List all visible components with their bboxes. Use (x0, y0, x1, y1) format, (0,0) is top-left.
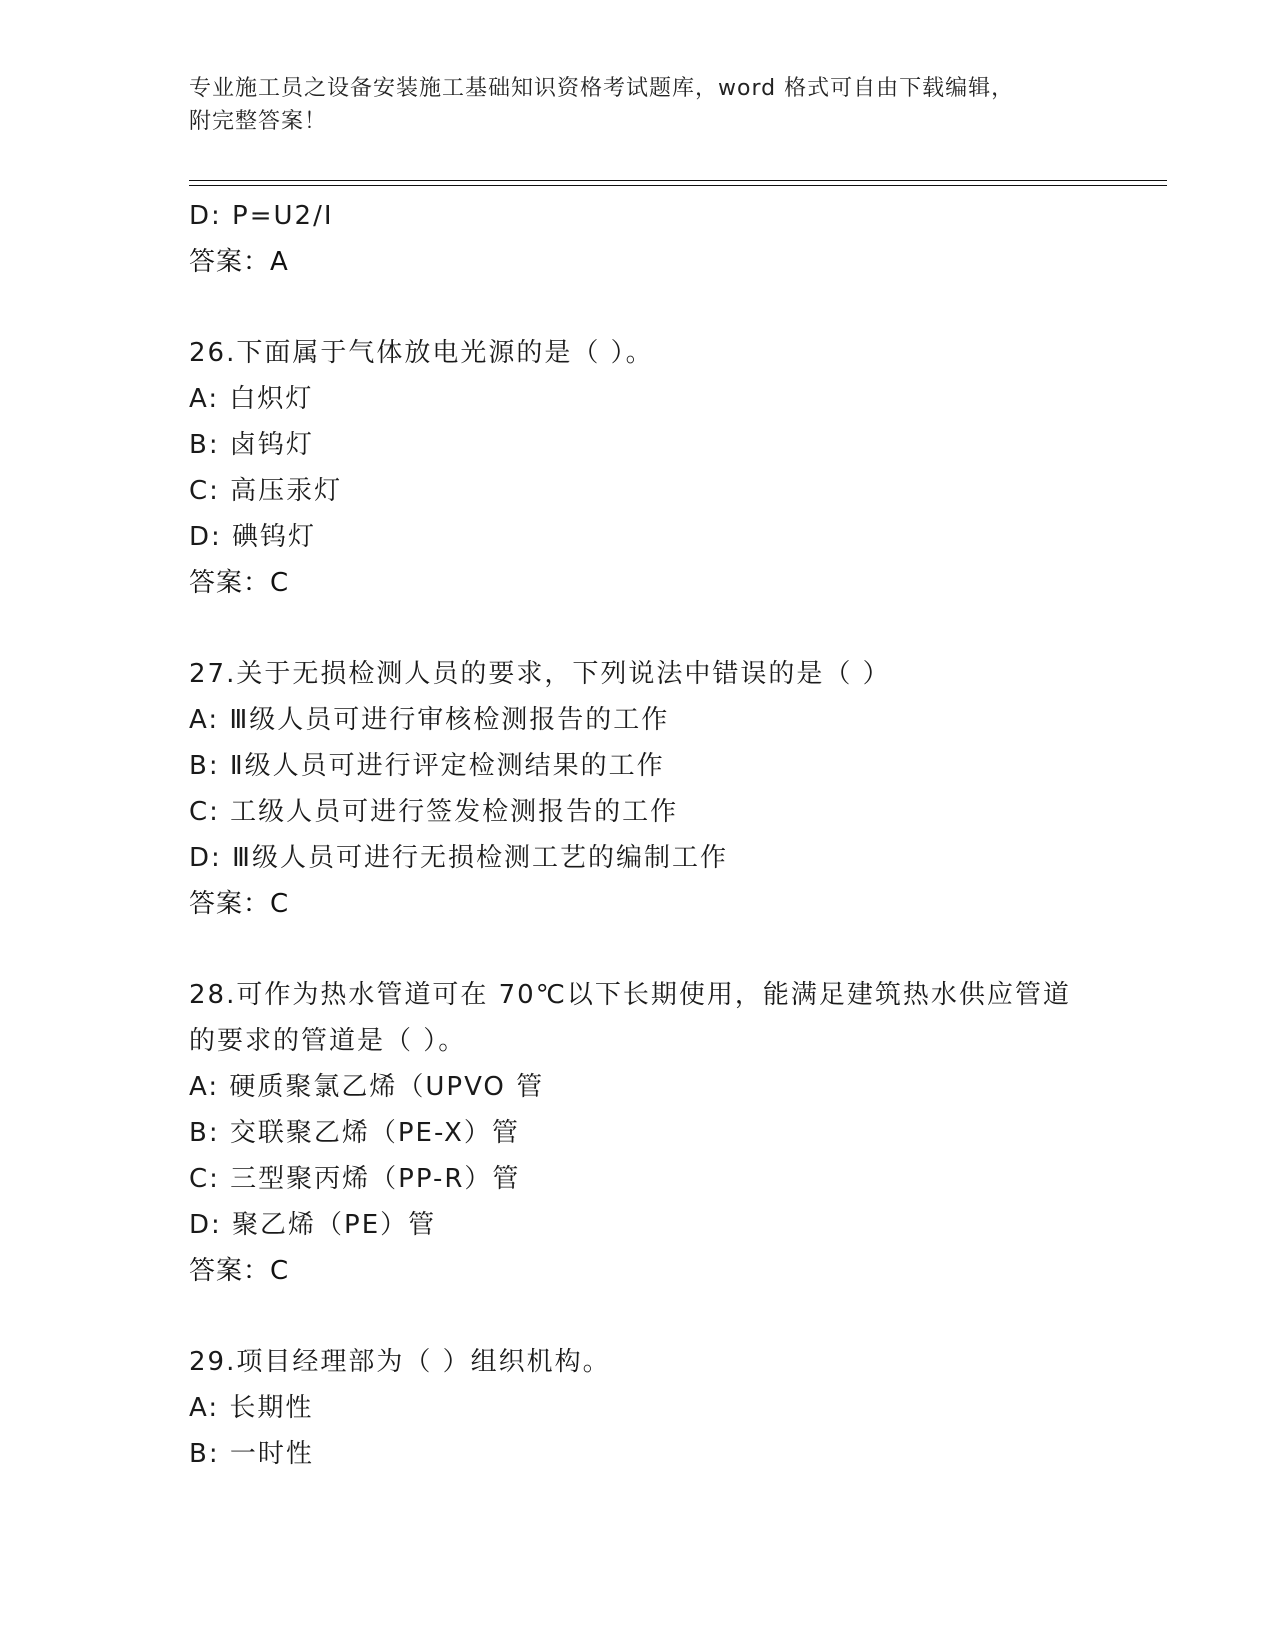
answer-label: 答案：C (189, 889, 290, 919)
document-header (189, 72, 1089, 138)
question-text-line-2: 的要求的管道是（ ）。 (189, 1026, 467, 1056)
header-divider-top (189, 180, 1167, 181)
option-a: A: 白炽灯 (189, 384, 314, 414)
question-list (189, 193, 1189, 1477)
spacer (189, 927, 1189, 972)
option-d: D: P=U2/I (189, 201, 334, 231)
header-line-1: 专业施工员之设备安装施工基础知识资格考试题库，word 格式可自由下载编辑， (189, 76, 1015, 101)
answer-label: 答案：A (189, 247, 289, 277)
option-c: C: 高压汞灯 (189, 476, 343, 506)
option-a: A: Ⅲ级人员可进行审核检测报告的工作 (189, 705, 670, 735)
question-block-27 (189, 651, 1189, 927)
question-block-25-tail (189, 193, 1189, 285)
option-b: B: Ⅱ级人员可进行评定检测结果的工作 (189, 751, 665, 781)
question-block-29 (189, 1339, 1189, 1477)
spacer (189, 1294, 1189, 1339)
option-d: D: Ⅲ级人员可进行无损检测工艺的编制工作 (189, 843, 728, 873)
question-block-28 (189, 972, 1189, 1294)
spacer (189, 285, 1189, 330)
question-text-line-1: 28.可作为热水管道可在 70℃以下长期使用，能满足建筑热水供应管道 (189, 980, 1071, 1010)
option-a: A: 长期性 (189, 1393, 314, 1423)
header-line-2: 附完整答案！ (189, 109, 328, 134)
header-divider-bottom (189, 185, 1167, 186)
option-d: D: 碘钨灯 (189, 522, 317, 552)
spacer (189, 606, 1189, 651)
option-b: B: 一时性 (189, 1439, 314, 1469)
question-text: 27.关于无损检测人员的要求，下列说法中错误的是（ ） (189, 659, 891, 689)
question-text: 29.项目经理部为（ ）组织机构。 (189, 1347, 611, 1377)
answer-label: 答案：C (189, 568, 290, 598)
option-b: B: 卤钨灯 (189, 430, 314, 460)
option-a: A: 硬质聚氯乙烯（UPVO 管 (189, 1072, 545, 1102)
question-text: 26.下面属于气体放电光源的是（ ）。 (189, 338, 654, 368)
option-c: C: 工级人员可进行签发检测报告的工作 (189, 797, 679, 827)
question-block-26 (189, 330, 1189, 606)
option-b: B: 交联聚乙烯（PE-X）管 (189, 1118, 520, 1148)
answer-label: 答案：C (189, 1256, 290, 1286)
option-d: D: 聚乙烯（PE）管 (189, 1210, 437, 1240)
option-c: C: 三型聚丙烯（PP-R）管 (189, 1164, 521, 1194)
